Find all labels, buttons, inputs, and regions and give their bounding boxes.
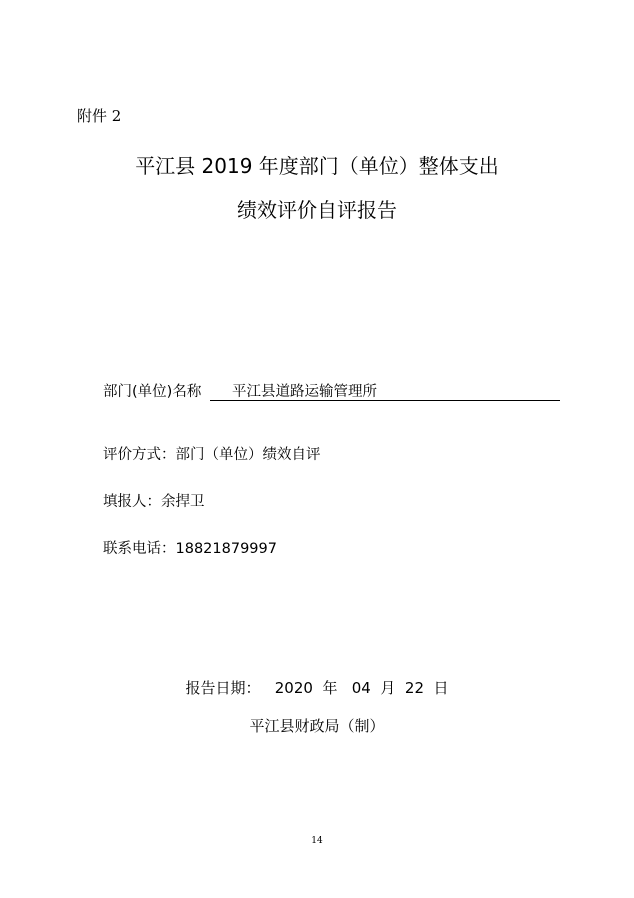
- issuer: 平江县财政局（制）: [249, 717, 385, 735]
- attachment-label: 附件 2: [77, 107, 122, 125]
- evaluation-method: 评价方式：部门（单位）绩效自评: [103, 447, 321, 463]
- department-name-label: 部门(单位)名称: [103, 384, 202, 400]
- report-title-line-2: 绩效评价自评报告: [237, 198, 397, 222]
- department-name-value: 平江县道路运输管理所: [232, 384, 377, 400]
- report-date: 报告日期： 2020 年 04 月 22 日: [185, 679, 449, 697]
- filler-name: 填报人：余捍卫: [103, 494, 205, 510]
- contact-phone: 联系电话：18821879997: [103, 541, 277, 557]
- report-title-line-1: 平江县 2019 年度部门（单位）整体支出: [135, 154, 499, 178]
- page-number: 14: [311, 836, 323, 846]
- department-name-underline: [210, 400, 560, 401]
